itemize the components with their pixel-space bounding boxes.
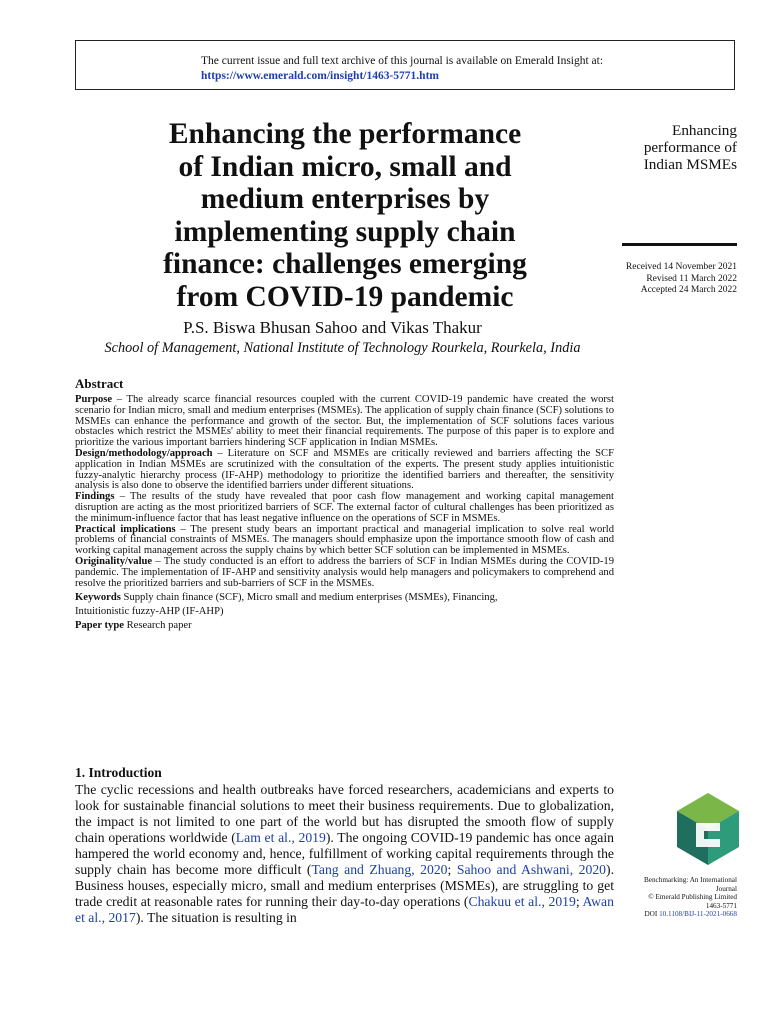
findings-text: – The results of the study have revealed that poor cash flow management and working capital management disruption are acting as the most prioritized barriers of SCF. The external factor of cultural challenges has been prioritized as the minimum-influence factor that has least negative influence on the operations of SCF in MSMEs. <box>75 491 614 524</box>
running-title-line: Enhancing <box>672 122 737 139</box>
introduction-heading: 1. Introduction <box>75 765 162 780</box>
title-line: from COVID-19 pandemic <box>176 280 514 313</box>
journal-name-line2: Journal <box>715 884 737 893</box>
archive-notice <box>201 54 603 84</box>
archive-url-link[interactable]: https://www.emerald.com/insight/1463-5771.htm <box>201 70 439 82</box>
citation-link[interactable]: Chakuu et al., 2019 <box>468 894 576 909</box>
affiliation: School of Management, National Institute of Technology Rourkela, Rourkela, India <box>104 340 581 356</box>
keywords-line1: Supply chain finance (SCF), Micro small and medium enterprises (MSMEs), Financing, <box>120 592 498 604</box>
introduction-section <box>75 765 614 926</box>
issn: 1463-5771 <box>705 901 737 910</box>
citation-link[interactable]: Tang and Zhuang, 2020 <box>311 862 448 877</box>
originality-text: – The study conducted is an effort to address the barriers of SCF in Indian MSMEs during the COVID-19 pandemic. The implementation of IF-AHP and sensitivity analysis would help managers and policymakers to comprehend and resolve the prioritized barriers and sub-barriers of SCF in the MSMEs. <box>75 555 614 589</box>
intro-text: ). Business houses, especially micro, small and medium enterprises (MSMEs), are struggling to get trade credit at reasonable rates for running their day-to-day operations ( <box>75 862 614 909</box>
intro-text: ). The situation is resulting in <box>135 910 297 925</box>
intro-text: ; <box>447 862 457 877</box>
running-title <box>610 122 737 173</box>
citation-link[interactable]: Awan et al., 2017 <box>75 894 614 925</box>
running-title-line: Indian MSMEs <box>643 156 737 173</box>
paper-type-text: Research paper <box>123 620 192 632</box>
doi-label: DOI <box>644 910 660 919</box>
design-text: – Literature on SCF and MSMEs are critically reviewed and barriers affecting the SCF application in Indian MSMEs are scrutinized with the consultation of the experts. The present study applies intuitionistic fuzzy-analytic hierarchy process (IF-AHP) methodology to prioritize the identified barriers and thereafter, the sensitivity analysis is also done to observe the identified barriers under different situations. <box>75 447 614 492</box>
paper-type <box>75 619 614 633</box>
introduction-paragraph <box>75 782 614 926</box>
title-line: medium enterprises by <box>200 183 490 215</box>
citation-link[interactable]: Lam et al., 2019 <box>235 830 326 845</box>
practical-label: Practical implications <box>75 523 176 535</box>
abstract-design <box>75 449 614 492</box>
title-line: implementing supply chain <box>174 215 516 248</box>
keywords-line2: Intuitionistic fuzzy-AHP (IF-AHP) <box>75 606 224 618</box>
keywords <box>75 591 614 605</box>
abstract-findings <box>75 492 614 524</box>
archive-notice-text: The current issue and full text archive of this journal is available on Emerald Insight at: <box>201 55 604 67</box>
abstract-section <box>75 376 614 633</box>
design-label: Design/methodology/approach <box>75 447 213 459</box>
accepted-date: Accepted 24 March 2022 <box>640 285 737 295</box>
abstract-purpose <box>75 395 614 449</box>
purpose-text: – The already scarce financial resources coupled with the current COVID-19 pandemic have created the worst scenario for Indian micro, small and medium enterprises (MSMEs). The application of supply chain finance (SCF) solutions to MSMEs can enhance the performance and growth of the sector. But, the implementation of SCF solutions faces various obstacles which restrict the MSMEs' ability to meet their financial requirements. The purpose of this paper is to explore and prioritize the various important barriers hindering SCF application in Indian MSMEs. <box>75 394 614 449</box>
abstract-heading: Abstract <box>75 376 124 391</box>
title-line: of Indian micro, small and <box>178 150 512 183</box>
abstract-practical <box>75 525 614 557</box>
article-title <box>100 118 590 313</box>
intro-text: ; <box>575 894 583 909</box>
article-dates <box>610 262 737 297</box>
journal-footer <box>600 876 737 919</box>
archive-notice-box <box>75 40 735 90</box>
authors: P.S. Biswa Bhusan Sahoo and Vikas Thakur <box>183 318 482 337</box>
doi-link[interactable]: 10.1108/BIJ-11-2021-0668 <box>659 910 737 919</box>
purpose-label: Purpose <box>75 394 113 405</box>
journal-name-line1: Benchmarking: An International <box>643 876 737 884</box>
originality-label: Originality/value <box>75 555 153 567</box>
title-line: finance: challenges emerging <box>163 248 527 280</box>
running-title-line: performance of <box>643 139 737 156</box>
title-line: Enhancing the performance <box>168 118 522 150</box>
findings-label: Findings <box>75 491 115 503</box>
practical-text: – The present study bears an important practical and managerial implication to solve real world problems of financial constraints of MSMEs. The managers should emphasize upon the importance smooth flow of cash and working capital management across the supply chains by which better SCF solution can be implemented in MSMEs. <box>75 523 615 557</box>
margin-rule <box>622 243 737 246</box>
keywords-label: Keywords <box>75 592 121 604</box>
citation-link[interactable]: Sahoo and Ashwani, 2020 <box>456 862 607 877</box>
publisher: © Emerald Publishing Limited <box>648 893 737 902</box>
doi-line <box>600 910 737 919</box>
abstract-originality <box>75 557 614 589</box>
emerald-logo-icon <box>676 793 740 865</box>
intro-text: The cyclic recessions and health outbreaks have forced researchers, academicians and experts to look for sustainable financial solutions to meet their business requirements. Due to globalization, the impact is not limited to one part of the world but has disrupted the smooth flow of supply chain operations worldwide ( <box>75 782 614 845</box>
received-date: Received 14 November 2021 <box>625 262 737 272</box>
paper-type-label: Paper type <box>75 620 124 632</box>
revised-date: Revised 11 March 2022 <box>646 273 737 284</box>
intro-text: ). The ongoing COVID-19 pandemic has once again hampered the world economy and, hence, fulfillment of working capital requirements through the supply chain has become more difficult ( <box>75 830 614 877</box>
